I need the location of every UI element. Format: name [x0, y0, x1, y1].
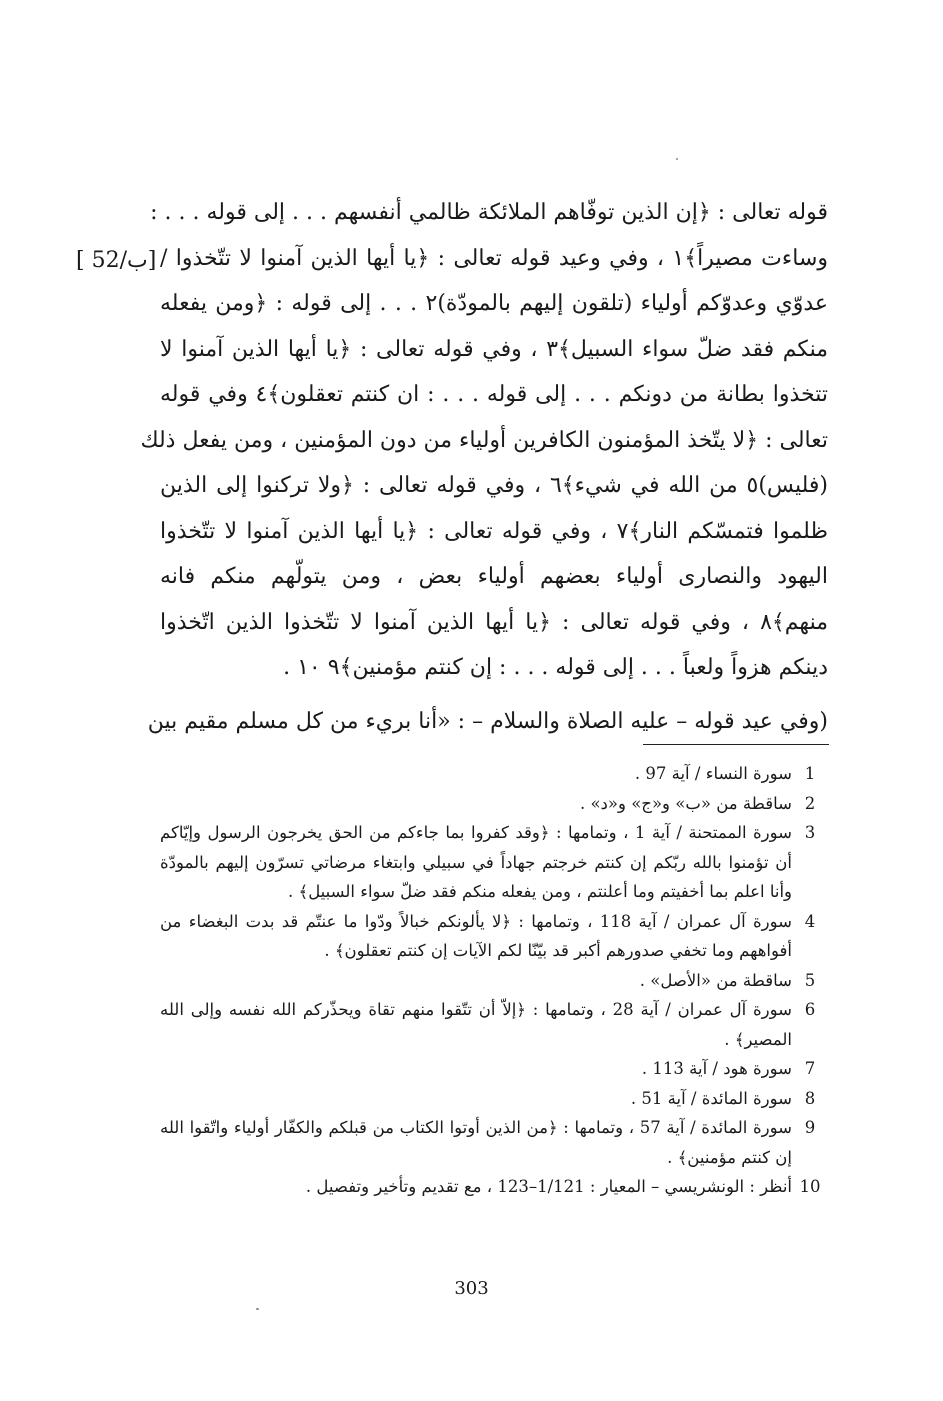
- footnote-text: سورة المائدة / آية 51 .: [630, 1088, 792, 1108]
- footnote-item: [160, 818, 828, 907]
- manuscript-folio-marker: [ 52/ب]: [76, 248, 157, 273]
- footnote-item: [160, 995, 828, 1054]
- text-line: منكم فقد ضلّ سواء السبيل﴾٣ ، وفي قوله تعالى : ﴿يا أيها الذين آمنوا لا: [160, 336, 829, 362]
- footnote-number: 7: [804, 1059, 816, 1078]
- text-line: دينكم هزواً ولعباً . . . إلى قوله . . . : إن كنتم مؤمنين﴾٩ ١٠ .: [283, 655, 828, 680]
- footnote-number: 6: [804, 1000, 816, 1019]
- footnote-item: [160, 759, 828, 789]
- text-line: وساءت مصيراً﴾١ ، وفي وعيد قوله تعالى : ﴿يا أيها الذين آمنوا لا تتّخذوا /: [160, 245, 828, 271]
- main-text-block: [140, 190, 829, 744]
- text-line: ظلموا فتمسّكم النار﴾٧ ، وفي قوله تعالى : ﴿يا أيها الذين آمنوا لا تتّخذوا: [160, 518, 828, 544]
- text-line: تعالى : ﴿لا يتّخذ المؤمنون الكافرين أولياء من دون المؤمنين ، ومن يفعل ذلك: [140, 427, 828, 453]
- footnote-item: [160, 1084, 828, 1114]
- footnote-item: [160, 1054, 828, 1084]
- footnote-item: [160, 907, 828, 966]
- footnote-number: 8: [804, 1088, 816, 1108]
- footnote-item: [160, 1172, 828, 1202]
- text-line: (فليس)٥ من الله في شيء﴾٦ ، وفي قوله تعالى : ﴿ولا تركنوا إلى الذين: [160, 473, 828, 498]
- footnote-number: 3: [804, 823, 816, 842]
- scan-speck: [256, 1308, 259, 1310]
- footnote-item: [160, 1113, 828, 1172]
- footnote-text: أنظر : الونشريسي – المعيار : 1/121–123 ، مع تقديم وتأخير وتفصيل .: [305, 1177, 792, 1196]
- footnote-text: سورة آل عمران / آية 28 ، وتمامها : ﴿إلاّ أن تتّقوا منهم تقاة ويحذّركم الله نفسه وإلى الله المصير﴾ .: [160, 1000, 792, 1049]
- footnote-text: ساقطة من «ب» و«ج» و«د» .: [579, 793, 792, 813]
- text-line: منهم﴾٨ ، وفي قوله تعالى : ﴿يا أيها الذين آمنوا لا تتّخذوا الذين اتّخذوا: [160, 609, 828, 635]
- footnote-separator: [643, 744, 829, 745]
- footnote-number: 10: [799, 1177, 821, 1196]
- page-number: 303: [454, 1278, 489, 1299]
- text-line: عدوّي وعدوّكم أولياء (تلقون إليهم بالمودّة)٢ . . . إلى قوله : ﴿ومن يفعله: [160, 291, 828, 316]
- footnote-number: 4: [804, 911, 816, 931]
- footnote-text: سورة الممتحنة / آية 1 ، وتمامها : ﴿وقد كفروا بما جاءكم من الحق يخرجون الرسول وإيّاكم أن تؤمنوا بالله ربّكم إن كنتم خرجتم جهاداً في سبيلي وابتغاء مرضاتي تسرّون إليهم بالمودّة وأنا اعلم بما أخفيتم وما أعلنتم ، ومن يفعله منكم فقد ضلّ سواء السبيل﴾ .: [160, 823, 792, 901]
- text-line: تتخذوا بطانة من دونكم . . . إلى قوله . . . : ان كنتم تعقلون﴾٤ وفي قوله: [160, 382, 828, 407]
- footnote-number: 9: [804, 1118, 816, 1137]
- footnotes-section: [160, 759, 828, 1202]
- footnote-item: [160, 966, 828, 996]
- scan-speck: [676, 158, 678, 160]
- footnote-item: [160, 789, 828, 819]
- text-line: (وفي عيد قوله – عليه الصلاة والسلام – : «أنا بريء من كل مسلم مقيم بين: [147, 708, 828, 734]
- footnote-text: سورة هود / آية 113 .: [641, 1059, 792, 1078]
- footnote-number: 5: [804, 970, 816, 990]
- text-line: قوله تعالى : ﴿إن الذين توفّاهم الملائكة ظالمي أنفسهم . . . إلى قوله . . . :: [150, 200, 828, 225]
- footnote-text: سورة المائدة / آية 57 ، وتمامها : ﴿من الذين أوتوا الكتاب من قبلكم والكفّار أولياء واتّقوا الله إن كنتم مؤمنين﴾ .: [160, 1118, 792, 1167]
- footnote-number: 2: [804, 793, 816, 813]
- footnote-text: سورة آل عمران / آية 118 ، وتمامها : ﴿لا يألونكم خبالاً ودّوا ما عنتّم قد بدت البغضاء من أفواههم وما تخفي صدورهم أكبر قد بيّنّا لكم الآيات إن كنتم تعقلون﴾ .: [160, 911, 792, 960]
- footnote-number: 1: [804, 764, 816, 783]
- text-line: اليهود والنصارى أولياء بعضهم أولياء بعض ، ومن يتولّهم منكم فانه: [160, 564, 828, 589]
- footnote-text: سورة النساء / آية 97 .: [634, 764, 792, 783]
- footnote-text: ساقطة من «الأصل» .: [639, 970, 792, 990]
